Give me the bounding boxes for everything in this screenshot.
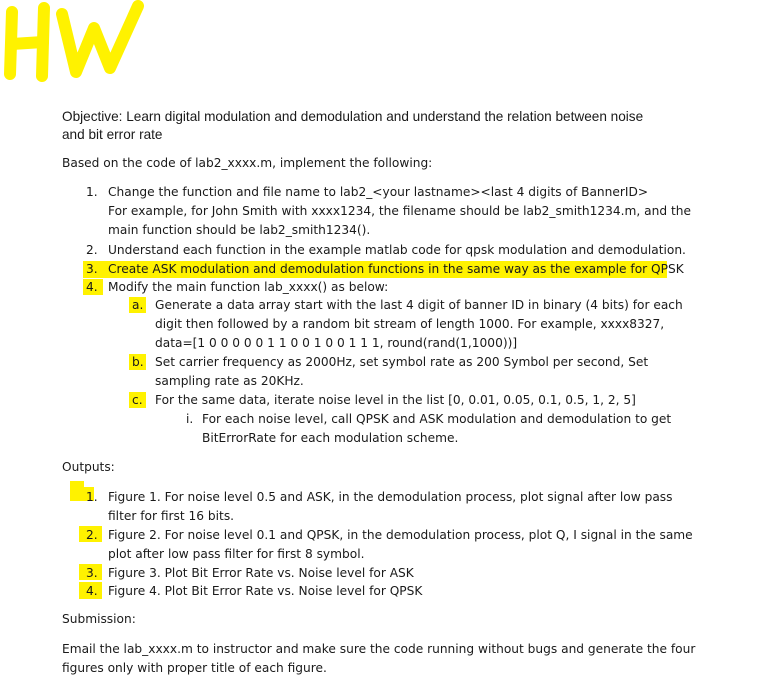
output-4: Figure 4. Plot Bit Error Rate vs. Noise level for QPSK bbox=[108, 584, 423, 598]
subsub-number: i. bbox=[186, 412, 194, 426]
list-number: 3. bbox=[86, 262, 98, 276]
sub-item-a-line-3: data=[1 0 0 0 0 0 1 1 0 0 1 0 0 1 1 1, round(rand(1,1000))] bbox=[155, 336, 518, 350]
sub-item-a-line-2: digit then followed by a random bit stream of length 1000. For example, xxxx8327, bbox=[155, 317, 665, 331]
subsub-line-1: For each noise level, call QPSK and ASK modulation and demodulation to get bbox=[202, 412, 672, 426]
objective-line-2: and bit error rate bbox=[62, 127, 163, 142]
list-number: 4. bbox=[86, 584, 98, 598]
list-item-1-line-1: Change the function and file name to lab2_<your lastname><last 4 digits of BannerID> bbox=[108, 185, 649, 199]
list-number: 1. bbox=[86, 185, 98, 199]
objective-line-1 bbox=[62, 109, 643, 125]
sub-item-a-line-1: Generate a data array start with the last 4 digit of banner ID in binary (4 bits) for each bbox=[155, 298, 683, 312]
objective-text-1: Learn digital modulation and demodulation and understand the relation between noise bbox=[122, 109, 644, 124]
sub-letter: b. bbox=[132, 355, 144, 369]
outputs-heading: Outputs: bbox=[62, 460, 115, 474]
list-number: 3. bbox=[86, 566, 98, 580]
output-1-line-2: filter for first 16 bits. bbox=[108, 509, 235, 523]
list-number: 2. bbox=[86, 528, 98, 542]
list-item-3: Create ASK modulation and demodulation functions in the same way as the example for QPSK bbox=[108, 262, 684, 276]
sub-letter: a. bbox=[132, 298, 144, 312]
list-item-4: Modify the main function lab_xxxx() as below: bbox=[108, 280, 389, 294]
submission-heading: Submission: bbox=[62, 612, 136, 626]
list-number: 2. bbox=[86, 243, 98, 257]
submission-line-2: figures only with proper title of each figure. bbox=[62, 661, 327, 675]
list-item-1-line-3: main function should be lab2_smith1234(). bbox=[108, 223, 371, 237]
list-item-2: Understand each function in the example matlab code for qpsk modulation and demodulation. bbox=[108, 243, 686, 257]
list-item-1-line-2: For example, for John Smith with xxxx1234, the filename should be lab2_smith1234.m, and the bbox=[108, 204, 691, 218]
sub-item-b-line-1: Set carrier frequency as 2000Hz, set symbol rate as 200 Symbol per second, Set bbox=[155, 355, 649, 369]
submission-line-1: Email the lab_xxxx.m to instructor and make sure the code running without bugs and generate the four bbox=[62, 642, 696, 656]
output-1-line-1: Figure 1. For noise level 0.5 and ASK, in the demodulation process, plot signal after low pass bbox=[108, 490, 673, 504]
sub-item-c: For the same data, iterate noise level in the list [0, 0.01, 0.05, 0.1, 0.5, 1, 2, 5] bbox=[155, 393, 636, 407]
list-number: 1. bbox=[86, 490, 98, 504]
handwritten-hw-title bbox=[2, 0, 152, 85]
subsub-line-2: BitErrorRate for each modulation scheme. bbox=[202, 431, 459, 445]
output-2-line-2: plot after low pass filter for first 8 symbol. bbox=[108, 547, 365, 561]
output-3: Figure 3. Plot Bit Error Rate vs. Noise level for ASK bbox=[108, 566, 414, 580]
objective-label: Objective: bbox=[62, 109, 123, 124]
list-number: 4. bbox=[86, 280, 98, 294]
sub-item-b-line-2: sampling rate as 20KHz. bbox=[155, 374, 304, 388]
output-2-line-1: Figure 2. For noise level 0.1 and QPSK, in the demodulation process, plot Q, I signal in the same bbox=[108, 528, 693, 542]
intro-text: Based on the code of lab2_xxxx.m, implement the following: bbox=[62, 156, 433, 170]
sub-letter: c. bbox=[132, 393, 143, 407]
